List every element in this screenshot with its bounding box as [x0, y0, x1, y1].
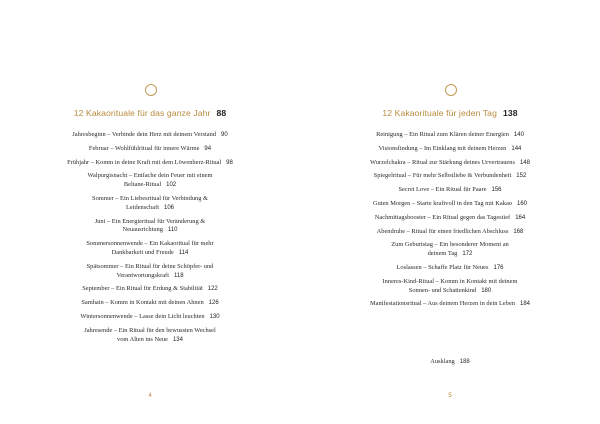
toc-entry[interactable] — [300, 186, 600, 195]
toc-entry[interactable] — [0, 240, 300, 258]
toc-entry-line — [0, 181, 300, 190]
toc-entry-page: 118 — [173, 272, 184, 279]
toc-entry[interactable] — [300, 200, 600, 209]
toc-entry[interactable] — [300, 131, 600, 140]
right-page — [300, 0, 600, 424]
toc-entry[interactable] — [0, 313, 300, 322]
toc-entry-title: Nachmittagsbooster – Ein Ritual gegen das Tagestief — [374, 213, 511, 221]
toc-entry-page: 168 — [513, 228, 524, 235]
toc-entry-page: 160 — [516, 200, 527, 207]
toc-entry[interactable] — [0, 218, 300, 236]
toc-entry[interactable] — [0, 131, 300, 140]
toc-entry-page: 110 — [167, 227, 178, 234]
toc-entry-page: 172 — [462, 251, 473, 258]
toc-entry-title: Visionsfindung – Im Einklang mit deinem Herzen — [378, 144, 507, 152]
toc-entry-page: 98 — [226, 159, 233, 166]
toc-entry-page: 134 — [172, 336, 183, 343]
toc-entry-line — [300, 264, 600, 273]
toc-entry-title: Sommersonnenwende – Ein Kakaoritual für mehr — [86, 240, 214, 248]
toc-entry-line — [300, 241, 600, 250]
toc-entry-title: September – Ein Ritual für Erdung & Stabilität — [82, 285, 203, 293]
chapter-heading — [0, 108, 300, 118]
toc-entry[interactable] — [0, 299, 300, 308]
toc-entry-title: Februar – Wohlfühlritual für innere Wärme — [88, 144, 200, 152]
toc-entry-line — [0, 172, 300, 181]
toc-entry-line — [300, 172, 600, 181]
toc-entry-line — [0, 299, 300, 308]
toc-entry-title: Spätsommer – Ein Ritual für deine Schöpfer- und — [86, 262, 214, 270]
toc-entry[interactable] — [0, 195, 300, 213]
toc-entry-line — [0, 263, 300, 272]
toc-entry-title: Manifestationsritual – Aus deinem Herzen in dein Leben — [369, 300, 515, 308]
toc-entry-title: Sonnen- und Schattenkind — [408, 286, 477, 294]
chapter-title: 12 Kakaorituale für jeden Tag — [382, 108, 497, 118]
toc-entry-line — [300, 300, 600, 309]
toc-entry-line — [0, 272, 300, 281]
toc-entry-title: Loslassen – Schaffe Platz für Neues — [396, 263, 489, 271]
toc-entry[interactable] — [300, 241, 600, 259]
toc-entry[interactable] — [300, 145, 600, 154]
toc-entry-line — [300, 131, 600, 140]
toc-entry-page: 122 — [207, 286, 218, 293]
toc-entry-page: 184 — [519, 301, 530, 308]
toc-entry-title: Ausklang — [430, 358, 455, 365]
toc-entry-line — [300, 278, 600, 287]
toc-entry-line — [300, 145, 600, 154]
toc-list — [0, 131, 300, 349]
toc-entry-title: Wurzelchakra – Ritual zur Stärkung deines Urvertrauens — [370, 158, 515, 166]
toc-entry-line — [300, 159, 600, 168]
toc-entry-line — [300, 228, 600, 237]
page-number: 4 — [148, 393, 152, 399]
toc-entry-title: Wintersonnenwende – Lasse dein Licht leuchten — [80, 312, 205, 320]
toc-entry[interactable] — [300, 214, 600, 223]
toc-entry-page: 164 — [515, 214, 526, 221]
toc-entry-line — [0, 131, 300, 140]
toc-entry-line — [300, 186, 600, 195]
toc-entry-line — [300, 214, 600, 223]
toc-entry-page: 156 — [491, 187, 502, 194]
toc-entry-page: 140 — [513, 132, 524, 138]
toc-entry[interactable] — [0, 327, 300, 345]
toc-entry-title: Neuausrichtung — [122, 226, 163, 234]
toc-entry-title: Inneres-Kind-Ritual – Komm in Kontakt mit deinem — [382, 277, 518, 285]
toc-entry-line — [0, 204, 300, 213]
toc-entry-line — [300, 287, 600, 296]
page-number: 5 — [448, 393, 452, 399]
toc-entry-line — [0, 240, 300, 249]
toc-entry-page: 114 — [178, 249, 189, 256]
toc-entry-title: Zum Geburtstag – Ein besonderer Moment an — [391, 241, 509, 249]
toc-entry-title: Abendruhe – Ritual für einen friedlichen Abschluss — [376, 227, 509, 235]
toc-entry-title: Secret Love – Ein Ritual für Paare — [398, 186, 487, 194]
toc-entry-page: 94 — [204, 145, 212, 152]
toc-entry-title: Verantwortungskraft — [116, 271, 169, 279]
toc-entry-title: deinem Tag — [427, 250, 458, 258]
toc-entry-page: 176 — [493, 264, 504, 271]
toc-entry-title: vom Alten ins Neue — [117, 335, 168, 343]
chapter-heading — [300, 108, 600, 118]
toc-entry-title: Frühjahr – Komm in deine Kraft mit dem Löwenherz-Ritual — [67, 158, 222, 166]
toc-entry[interactable] — [0, 145, 300, 154]
toc-entry-ausklang[interactable] — [300, 358, 600, 365]
toc-entry[interactable] — [0, 172, 300, 190]
toc-entry[interactable] — [0, 263, 300, 281]
toc-entry[interactable] — [0, 285, 300, 294]
toc-entry-page: 90 — [221, 132, 228, 138]
circle-ornament-icon — [145, 84, 157, 96]
toc-entry-line — [0, 195, 300, 204]
chapter-page-number[interactable]: 138 — [502, 108, 518, 118]
toc-entry-title: Jahresbeginn – Verbinde dein Herz mit deinem Verstand — [72, 131, 216, 138]
toc-entry-title: Sommer – Ein Liebesritual für Verbindung & — [92, 194, 208, 202]
chapter-page-number[interactable]: 88 — [216, 108, 227, 118]
toc-entry-page: 130 — [209, 313, 220, 320]
toc-entry-line — [300, 200, 600, 209]
toc-entry-line — [0, 336, 300, 345]
toc-entry-line — [0, 285, 300, 294]
toc-entry[interactable] — [0, 159, 300, 168]
toc-entry-line — [300, 250, 600, 259]
toc-entry-line — [0, 145, 300, 154]
toc-entry-title: Spiegelritual – Für mehr Selbstliebe & Verbundenheit — [373, 172, 512, 180]
toc-entry-page: 188 — [459, 359, 470, 365]
toc-entry-line — [0, 249, 300, 258]
toc-entry-title: Reinigung – Ein Ritual zum Klären deiner Energien — [376, 131, 509, 138]
toc-entry-line — [0, 159, 300, 168]
toc-entry[interactable] — [300, 278, 600, 296]
toc-entry-line — [0, 327, 300, 336]
toc-entry[interactable] — [300, 159, 600, 168]
toc-entry[interactable] — [300, 228, 600, 237]
toc-entry-page: 126 — [208, 300, 219, 307]
toc-entry-title: Juni – Ein Energieritual für Veränderung & — [94, 217, 206, 225]
toc-entry-line — [0, 218, 300, 227]
toc-entry-page: 106 — [164, 204, 175, 211]
toc-entry-page: 152 — [516, 173, 527, 180]
toc-entry-title: Guten Morgen – Starte kraftvoll in den Tag mit Kakao — [372, 199, 512, 207]
toc-entry[interactable] — [300, 300, 600, 309]
toc-entry-title: Dankbarkeit und Freude — [111, 248, 174, 256]
toc-entry-title: Walpurgisnacht – Entfache dein Feuer mit einem — [87, 172, 213, 180]
toc-entry-page: 180 — [481, 287, 492, 294]
toc-entry-page: 148 — [519, 159, 530, 166]
toc-entry-line — [0, 313, 300, 322]
toc-entry[interactable] — [300, 264, 600, 273]
chapter-title: 12 Kakaorituale für das ganze Jahr — [73, 108, 211, 118]
toc-entry-title: Leidenschaft — [125, 203, 159, 211]
toc-entry-title: Beltane-Ritual — [123, 181, 162, 189]
toc-entry-line — [0, 226, 300, 235]
toc-entry-title: Samhain – Komm in Kontakt mit deinen Ahnen — [81, 299, 204, 307]
toc-entry-title: Jahresende – Ein Ritual für den bewussten Wechsel — [84, 326, 216, 334]
toc-list — [300, 131, 600, 314]
toc-entry-page: 102 — [166, 182, 177, 189]
toc-entry-page: 144 — [511, 145, 522, 152]
circle-ornament-icon — [445, 84, 457, 96]
toc-entry[interactable] — [300, 172, 600, 181]
